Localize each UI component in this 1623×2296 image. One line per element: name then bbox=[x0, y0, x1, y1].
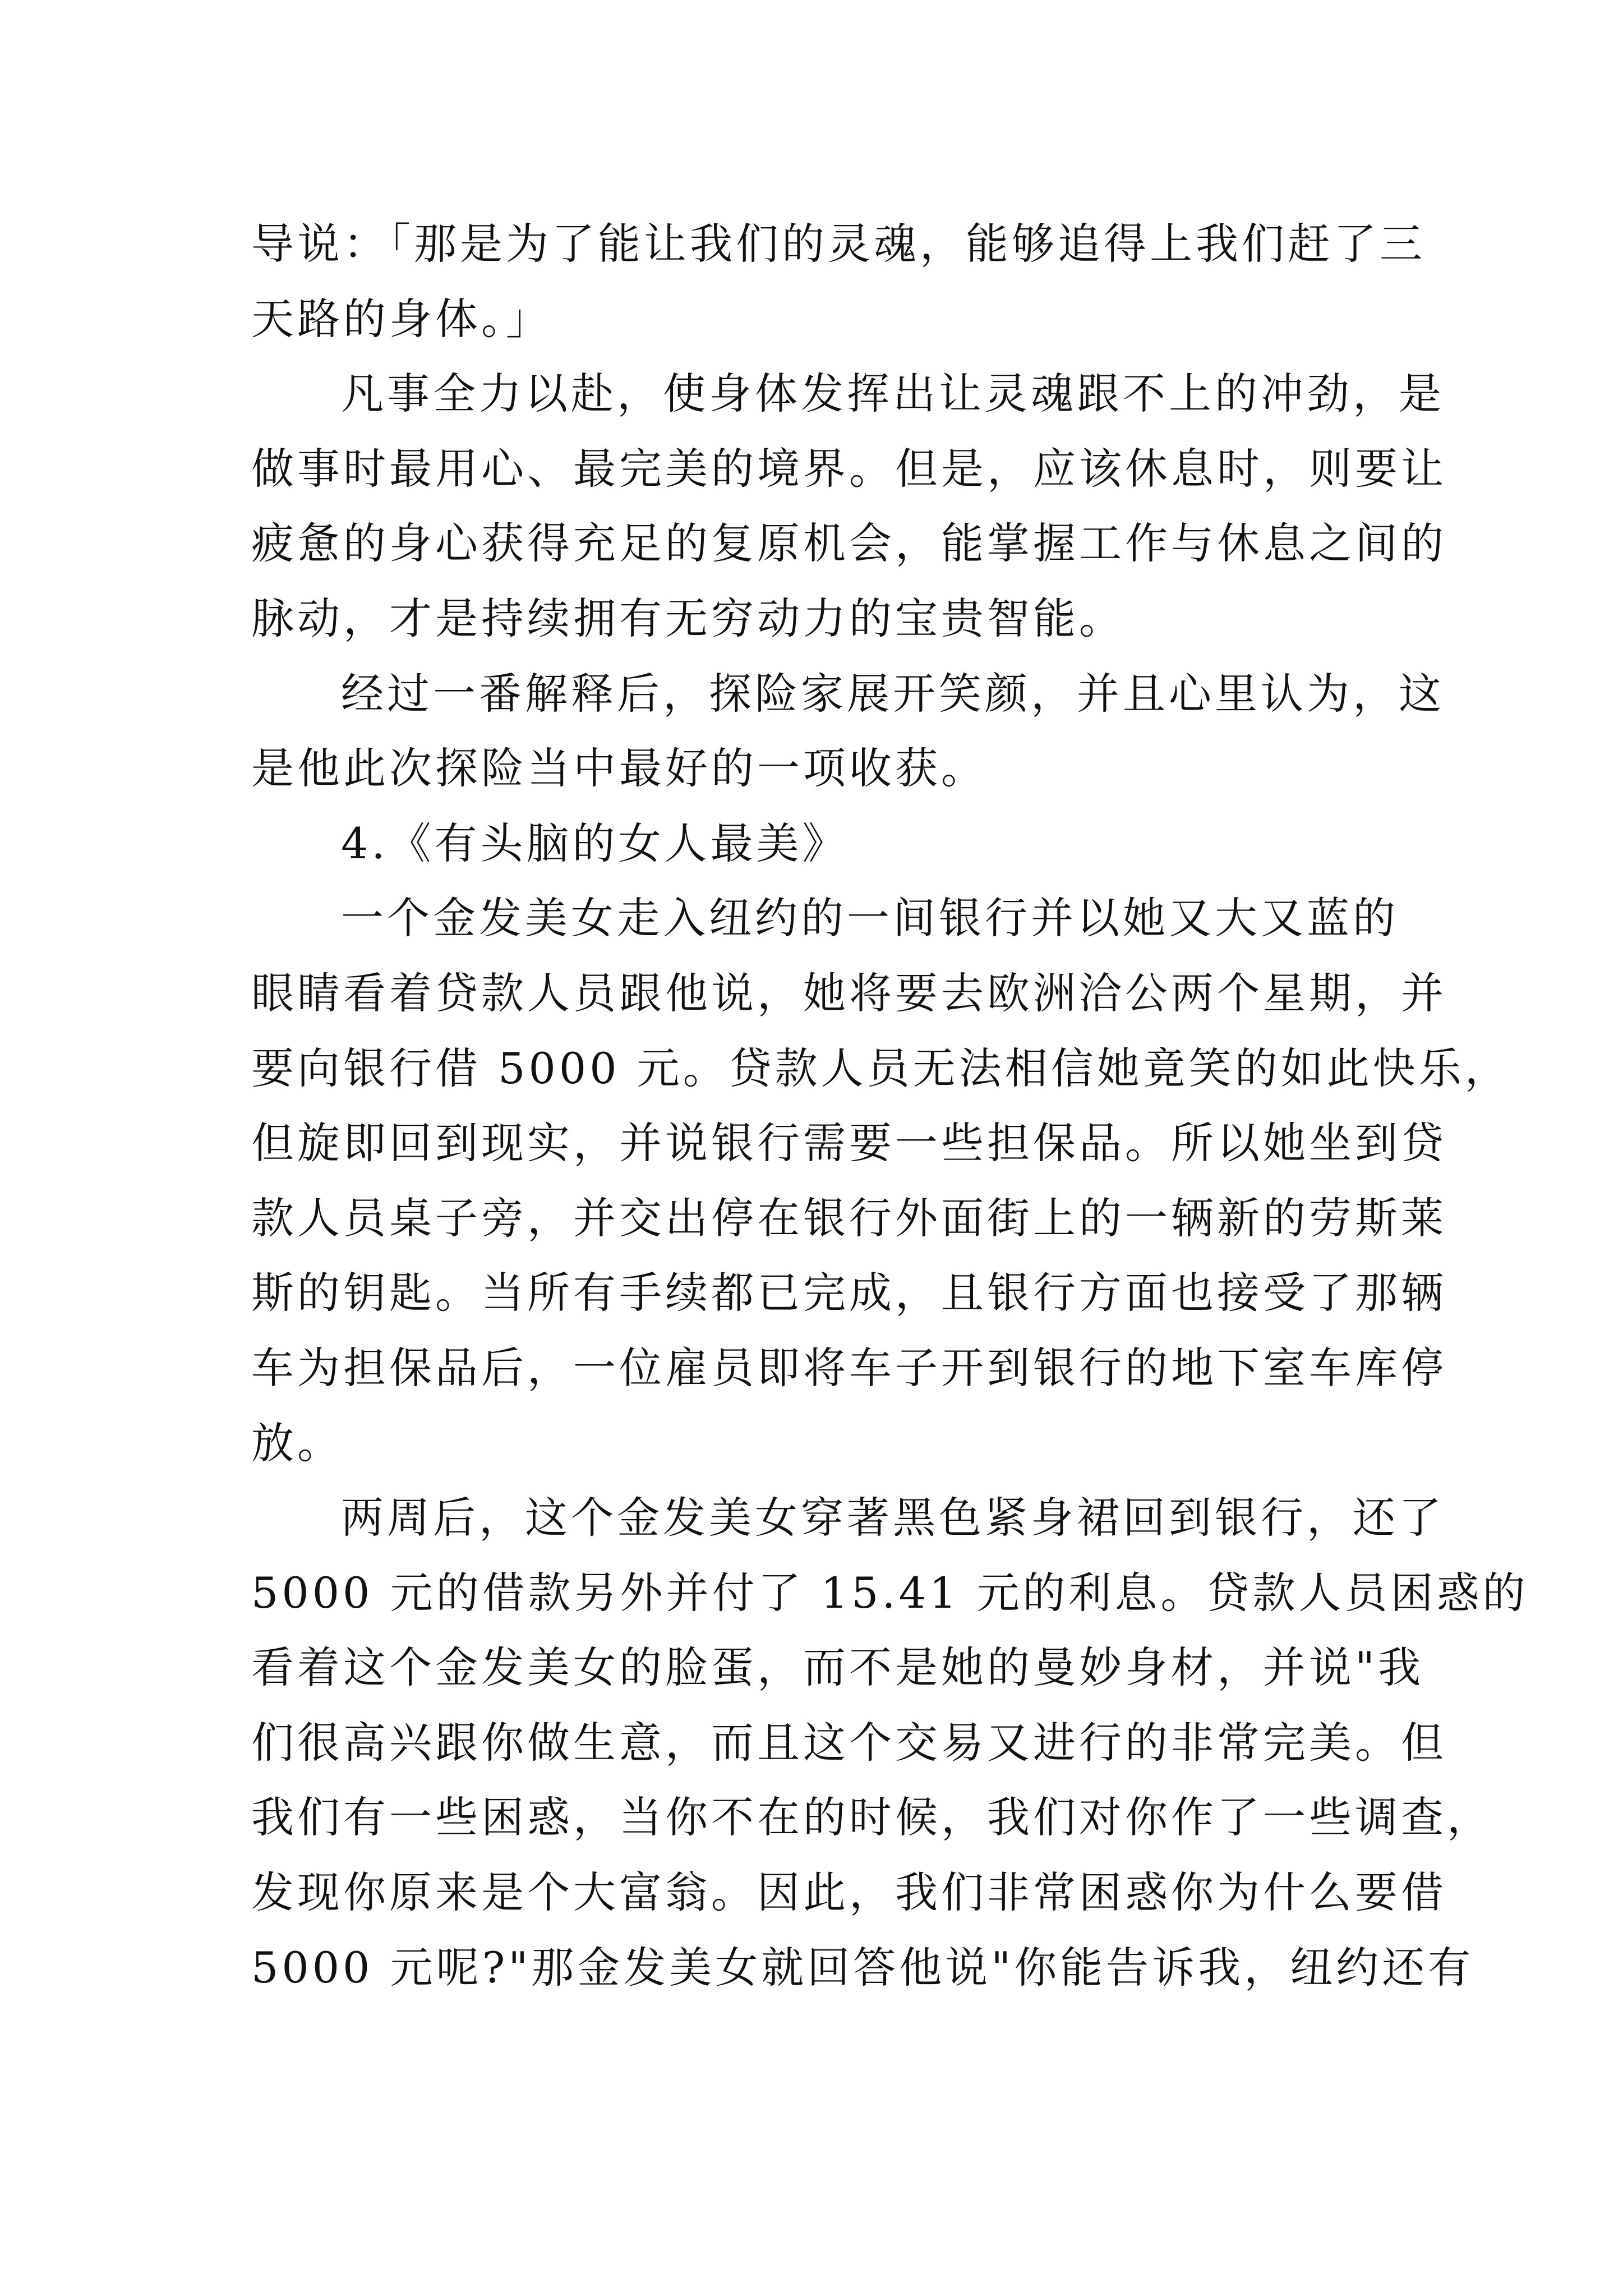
text-line: 我们有一些困惑，当你不在的时候，我们对你作了一些调查， bbox=[251, 1792, 1493, 1843]
text-line: 款人员桌子旁，并交出停在银行外面街上的一辆新的劳斯莱 bbox=[251, 1193, 1447, 1243]
text-line: 眼睛看着贷款人员跟他说，她将要去欧洲洽公两个星期，并 bbox=[251, 968, 1447, 1018]
text-line: 但旋即回到现实，并说银行需要一些担保品。所以她坐到贷 bbox=[251, 1118, 1447, 1168]
text-line: 5000 元呢?"那金发美女就回答他说"你能告诉我，纽约还有 bbox=[251, 1942, 1474, 1993]
body-text bbox=[251, 206, 1529, 2005]
text-line: 要向银行借 5000 元。贷款人员无法相信她竟笑的如此快乐， bbox=[251, 1043, 1511, 1093]
text-line: 做事时最用心、最完美的境界。但是，应该休息时，则要让 bbox=[251, 443, 1447, 494]
text-line: 5000 元的借款另外并付了 15.41 元的利息。贷款人员困惑的 bbox=[251, 1567, 1529, 1618]
text-line: 发现你原来是个大富翁。因此，我们非常困惑你为什么要借 bbox=[251, 1867, 1447, 1918]
section-heading: 4.《有头脑的女人最美》 bbox=[341, 818, 849, 868]
text-line: 放。 bbox=[251, 1418, 343, 1468]
text-line: 斯的钥匙。当所有手续都已完成，且银行方面也接受了那辆 bbox=[251, 1268, 1447, 1318]
text-line: 看着这个金发美女的脸蛋，而不是她的曼妙身材，并说"我 bbox=[251, 1642, 1424, 1693]
text-line: 车为担保品后，一位雇员即将车子开到银行的地下室车库停 bbox=[251, 1342, 1447, 1393]
paragraph-start-line: 两周后，这个金发美女穿著黑色紧身裙回到银行，还了 bbox=[341, 1493, 1445, 1543]
text-line: 们很高兴跟你做生意，而且这个交易又进行的非常完美。但 bbox=[251, 1717, 1447, 1768]
paragraph-start-line: 凡事全力以赴，使身体发挥出让灵魂跟不上的冲劲，是 bbox=[341, 369, 1445, 419]
paragraph-start-line: 经过一番解释后，探险家展开笑颜，并且心里认为，这 bbox=[341, 668, 1445, 719]
text-line: 疲惫的身心获得充足的复原机会，能掌握工作与休息之间的 bbox=[251, 518, 1447, 569]
text-line: 导说：「那是为了能让我们的灵魂，能够追得上我们赶了三 bbox=[251, 219, 1426, 269]
text-line: 是他此次探险当中最好的一项收获。 bbox=[251, 743, 987, 794]
paragraph-start-line: 一个金发美女走入纽约的一间银行并以她又大又蓝的 bbox=[341, 893, 1399, 944]
text-line: 脉动，才是持续拥有无穷动力的宝贵智能。 bbox=[251, 593, 1125, 643]
text-line: 天路的身体。」 bbox=[251, 293, 552, 344]
